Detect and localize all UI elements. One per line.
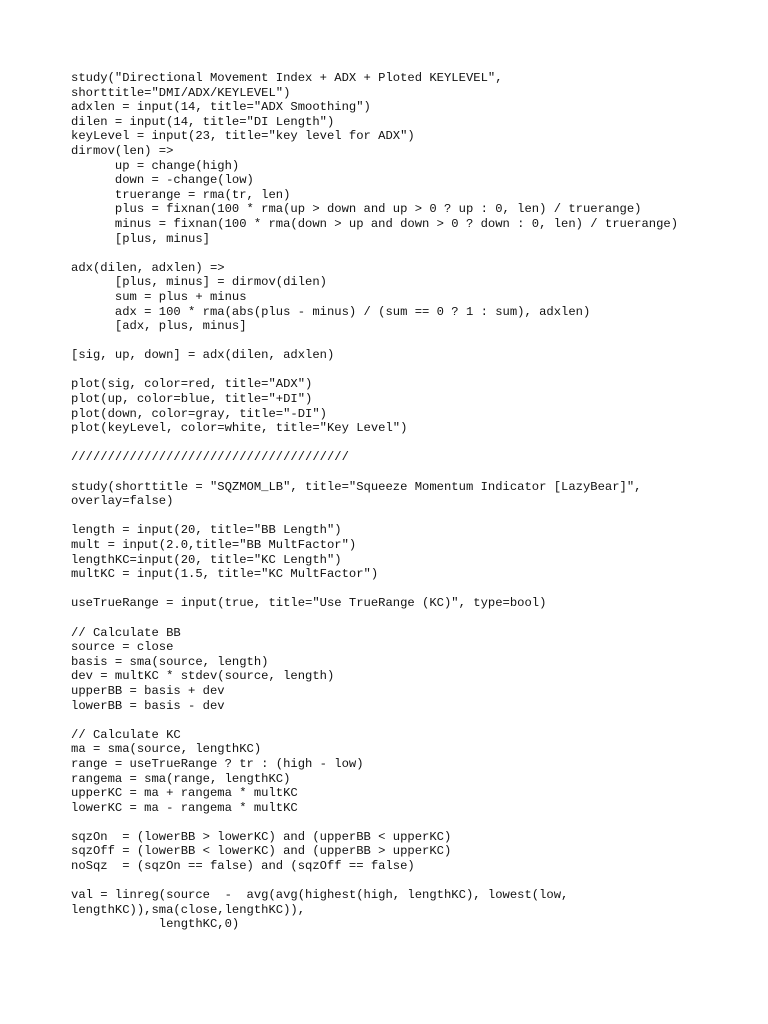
code-line: lengthKC)),sma(close,lengthKC)),: [71, 902, 306, 917]
code-line: lengthKC=input(20, title="KC Length"): [71, 552, 342, 567]
code-line: sqzOn = (lowerBB > lowerKC) and (upperBB < upperKC): [71, 829, 452, 844]
code-line: sqzOff = (lowerBB < lowerKC) and (upperBB > upperKC): [71, 844, 452, 859]
code-line: [71, 815, 761, 830]
code-line: [adx, plus, minus]: [71, 319, 247, 334]
code-line: dirmov(len) =>: [71, 143, 174, 158]
code-line: [71, 611, 761, 626]
code-line: lowerBB = basis - dev: [71, 698, 225, 713]
code-line: dev = multKC * stdev(source, length): [71, 669, 335, 684]
code-line: [71, 465, 761, 480]
code-line: upperKC = ma + rangema * multKC: [71, 786, 298, 801]
code-line: keyLevel = input(23, title="key level for ADX"): [71, 129, 415, 144]
code-line: // Calculate KC: [71, 727, 181, 742]
code-line: truerange = rma(tr, len): [71, 187, 291, 202]
code-line: minus = fixnan(100 * rma(down > up and down > 0 ? down : 0, len) / truerange): [71, 216, 679, 231]
code-line: [71, 363, 761, 378]
code-line: shorttitle="DMI/ADX/KEYLEVEL"): [71, 85, 291, 100]
code-line: overlay=false): [71, 494, 174, 509]
code-line: //////////////////////////////////////: [71, 450, 349, 465]
code-line: [plus, minus] = dirmov(dilen): [71, 275, 327, 290]
code-line: useTrueRange = input(true, title="Use TrueRange (KC)", type=bool): [71, 596, 547, 611]
code-line: [71, 334, 761, 349]
code-line: plot(up, color=blue, title="+DI"): [71, 392, 313, 407]
code-line: lengthKC,0): [71, 917, 240, 932]
code-line: study("Directional Movement Index + ADX + Ploted KEYLEVEL",: [71, 71, 503, 85]
code-line: ma = sma(source, lengthKC): [71, 742, 262, 757]
code-line: [71, 436, 761, 451]
code-line: range = useTrueRange ? tr : (high - low): [71, 756, 364, 771]
code-line: // Calculate BB: [71, 625, 181, 640]
code-line: [sig, up, down] = adx(dilen, adxlen): [71, 348, 335, 363]
code-line: val = linreg(source - avg(avg(highest(high, lengthKC), lowest(low,: [71, 888, 569, 903]
code-line: multKC = input(1.5, title="KC MultFactor"): [71, 567, 379, 582]
code-line: length = input(20, title="BB Length"): [71, 523, 342, 538]
code-line: noSqz = (sqzOn == false) and (sqzOff == false): [71, 859, 415, 874]
code-line: adxlen = input(14, title="ADX Smoothing"): [71, 100, 371, 115]
code-line: sum = plus + minus: [71, 289, 247, 304]
code-line: plot(down, color=gray, title="-DI"): [71, 406, 327, 421]
code-line: up = change(high): [71, 158, 240, 173]
code-line: plot(sig, color=red, title="ADX"): [71, 377, 313, 392]
code-line: plot(keyLevel, color=white, title="Key Level"): [71, 421, 408, 436]
code-line: down = -change(low): [71, 173, 254, 188]
code-line: [71, 509, 761, 524]
code-line: source = close: [71, 640, 174, 655]
code-page: [71, 71, 761, 932]
code-line: dilen = input(14, title="DI Length"): [71, 114, 335, 129]
code-line: rangema = sma(range, lengthKC): [71, 771, 291, 786]
code-line: upperBB = basis + dev: [71, 683, 225, 698]
code-line: [71, 246, 761, 261]
code-line: [71, 713, 761, 728]
code-line: basis = sma(source, length): [71, 654, 269, 669]
code-line: mult = input(2.0,title="BB MultFactor"): [71, 538, 357, 552]
code-line: [71, 874, 761, 889]
code-line: lowerKC = ma - rangema * multKC: [71, 800, 298, 815]
code-line: plus = fixnan(100 * rma(up > down and up > 0 ? up : 0, len) / truerange): [71, 202, 642, 217]
code-line: [71, 582, 761, 597]
code-line: study(shorttitle = "SQZMOM_LB", title="Squeeze Momentum Indicator [LazyBear]",: [71, 479, 642, 494]
code-line: adx = 100 * rma(abs(plus - minus) / (sum == 0 ? 1 : sum), adxlen): [71, 304, 591, 319]
code-line: adx(dilen, adxlen) =>: [71, 260, 225, 275]
code-line: [plus, minus]: [71, 231, 210, 246]
